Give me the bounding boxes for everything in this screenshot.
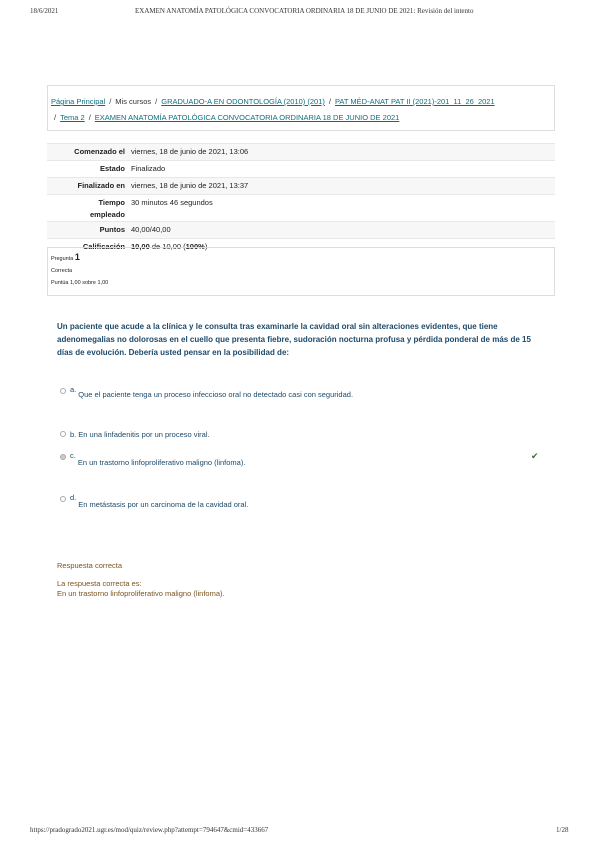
summary-label: Calificación	[82, 242, 125, 251]
feedback-status: Respuesta correcta	[57, 561, 123, 570]
question-label: Pregunta	[51, 256, 74, 262]
option-text: En una linfadenitis por un proceso viral.	[78, 430, 210, 439]
option-letter: d.	[70, 493, 77, 502]
summary-value: viernes, 18 de junio de 2021, 13:37	[131, 181, 249, 190]
summary-row-points	[47, 221, 555, 238]
summary-row-finished	[47, 177, 555, 194]
breadcrumb-separator: /	[109, 97, 112, 106]
breadcrumb-home-link[interactable]: Página Principal	[51, 97, 106, 106]
radio-button-selected[interactable]	[60, 454, 66, 460]
breadcrumb-degree-link[interactable]: GRADUADO-A EN ODONTOLOGÍA (2010) (201)	[161, 97, 325, 106]
print-url: https://pradogrado2021.ugr.es/mod/quiz/review.php?attempt=794647&cmid=433667	[30, 826, 269, 834]
summary-label: Puntos	[99, 225, 125, 234]
check-icon: ✔	[531, 451, 539, 461]
radio-button[interactable]	[60, 431, 66, 437]
option-text: Que el paciente tenga un proceso infeccioso oral no detectado casi con seguridad.	[78, 390, 354, 399]
breadcrumb-my-courses: Mis cursos	[115, 97, 152, 106]
summary-label-line: empleado	[89, 210, 125, 219]
option-b[interactable]	[60, 430, 210, 439]
grade-score: 10,00	[131, 242, 150, 251]
summary-label: Estado	[99, 164, 125, 173]
breadcrumb-exam-link[interactable]: EXAMEN ANATOMÍA PATOLÓGICA CONVOCATORIA ORDINARIA 18 DE JUNIO DE 2021	[94, 113, 400, 122]
question-info-box	[47, 247, 555, 296]
option-text: En un trastorno linfoproliferativo maligno (linfoma).	[77, 458, 246, 467]
summary-row-time	[47, 194, 555, 221]
grade-percent: 100%	[185, 242, 205, 251]
summary-row-started	[47, 143, 555, 160]
print-page-number: 1/28	[556, 826, 569, 834]
breadcrumb	[47, 85, 555, 131]
summary-label	[47, 197, 131, 221]
breadcrumb-topic-link[interactable]: Tema 2	[60, 113, 85, 122]
summary-value: 40,00/40,00	[131, 225, 171, 234]
breadcrumb-separator: /	[54, 113, 57, 122]
summary-label: Finalizado en	[77, 181, 125, 190]
radio-button[interactable]	[60, 496, 66, 502]
feedback-answer-text: En un trastorno linfoproliferativo maligno (linfoma).	[57, 589, 225, 598]
option-letter: b.	[70, 430, 77, 439]
option-letter: a.	[70, 385, 77, 394]
breadcrumb-course-link[interactable]: PAT MÉD-ANAT PAT II (2021)-201_11_26_2021	[334, 97, 495, 106]
summary-value: Finalizado	[131, 164, 166, 173]
print-date: 18/6/2021	[30, 7, 59, 15]
question-text: Un paciente que acude a la clínica y le consulta tras examinarle la cavidad oral sin alteraciones evidentes, que tiene adenomegalias no dolorosas en el cuello que presenta fiebre, sudoración nocturna profusa y pérdida ponderal de más de 15 días de evolución. Debería usted pensar en la posibilidad de:	[57, 322, 531, 357]
grade-of: de 10,00 (	[149, 242, 186, 251]
grade-close: )	[204, 242, 208, 251]
option-text: En metástasis por un carcinoma de la cavidad oral.	[78, 500, 249, 509]
option-d[interactable]	[60, 495, 248, 509]
breadcrumb-separator: /	[155, 97, 158, 106]
question-status: Correcta	[51, 268, 73, 274]
summary-value: viernes, 18 de junio de 2021, 13:06	[131, 147, 249, 156]
breadcrumb-separator: /	[328, 97, 331, 106]
option-letter: c.	[70, 451, 76, 460]
summary-row-state	[47, 160, 555, 177]
attempt-summary-table	[47, 143, 555, 255]
option-c[interactable]	[60, 453, 245, 467]
radio-button[interactable]	[60, 388, 66, 394]
option-a[interactable]	[60, 387, 353, 399]
summary-label: Comenzado el	[74, 147, 125, 156]
breadcrumb-separator: /	[88, 113, 91, 122]
print-title: EXAMEN ANATOMÍA PATOLÓGICA CONVOCATORIA ORDINARIA 18 DE JUNIO DE 2021: Revisión del intento	[135, 7, 474, 15]
feedback-box	[57, 561, 225, 599]
question-number: 1	[74, 252, 80, 262]
question-score: Puntúa 1,00 sobre 1,00	[51, 280, 109, 286]
summary-label-line: Tiempo	[98, 198, 125, 207]
summary-value: 30 minutos 46 segundos	[131, 198, 213, 207]
feedback-answer-label: La respuesta correcta es:	[57, 579, 142, 588]
